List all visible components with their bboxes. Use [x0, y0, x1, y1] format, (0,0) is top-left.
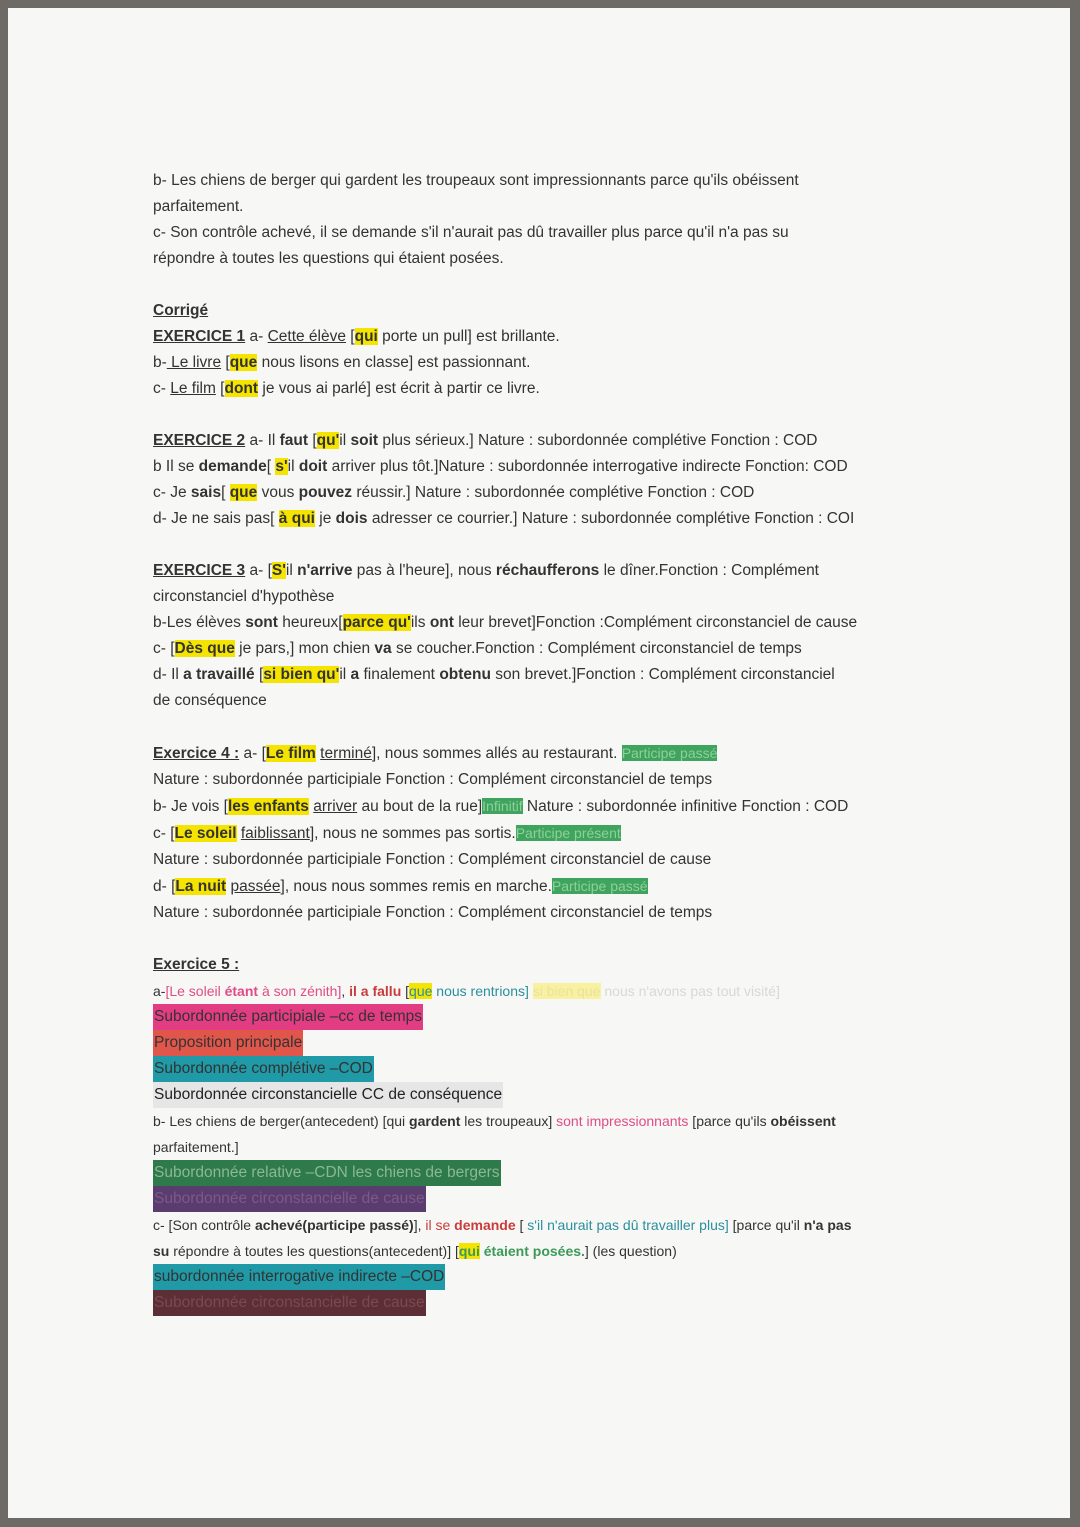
ex2-line-c: c- Je sais[ que vous pouvez réussir.] Nature : subordonnée complétive Fonction : COD [153, 484, 755, 501]
ex5-line-a: a-[Le soleil étant à son zénith], il a fallu [que nous rentrions] si bien que nous n'avons pas tout visité] [153, 983, 780, 999]
ex1-line-b: b- Le livre [que nous lisons en classe] est passionnant. [153, 354, 531, 371]
ex5-title: Exercice 5 : [153, 956, 240, 973]
ex3-line-a2: circonstanciel d'hypothèse [153, 588, 335, 605]
intro-line-c2: répondre à toutes les questions qui étaient posées. [153, 250, 504, 267]
ex5-line-b2: parfaitement.] [153, 1139, 239, 1155]
ex2-line-b: b Il se demande[ s'il doit arriver plus tôt.]Nature : subordonnée interrogative indirecte Fonction: COD [153, 458, 848, 475]
legend-a-principale: Proposition principale [153, 1030, 943, 1056]
legend-c-interrogative: subordonnée interrogative indirecte –COD [153, 1264, 943, 1290]
ex2-title: EXERCICE 2 [153, 432, 246, 449]
ex3-title: EXERCICE 3 [153, 562, 246, 579]
ex3-line-c: c- [Dès que je pars,] mon chien va se coucher.Fonction : Complément circonstanciel de temps [153, 640, 802, 657]
legend-b-relative: Subordonnée relative –CDN les chiens de bergers [153, 1160, 943, 1186]
legend-a-consequence: Subordonnée circonstancielle CC de conséquence [153, 1082, 943, 1108]
ex4-nature-c: Nature : subordonnée participiale Fonction : Complément circonstanciel de cause [153, 851, 712, 868]
ex4-line-d: d- [La nuit passée], nous nous sommes remis en marche.Participe passé [153, 878, 648, 895]
ex4-title: Exercice 4 : [153, 745, 240, 762]
ex4-line-c: c- [Le soleil faiblissant], nous ne sommes pas sortis.Participe présent [153, 825, 621, 842]
intro-line-c1: c- Son contrôle achevé, il se demande s'il n'aurait pas dû travailler plus parce qu'il n'a pas su [153, 224, 789, 241]
legend-c-cause: Subordonnée circonstancielle de cause [153, 1290, 943, 1316]
corrige-heading: Corrigé [153, 302, 209, 319]
ex4-nature-a: Nature : subordonnée participiale Fonction : Complément circonstanciel de temps [153, 771, 713, 788]
paper-sheet [8, 8, 1070, 1518]
legend-a-completive: Subordonnée complétive –COD [153, 1056, 943, 1082]
ex5-line-c: c- [Son contrôle achevé(participe passé)], il se demande [ s'il n'aurait pas dû travailler plus] [parce qu'il n'a pas [153, 1217, 852, 1233]
tag-participe-present: Participe présent [515, 825, 621, 841]
tag-participe-passe: Participe passé [621, 745, 718, 761]
tag-participe-passe-2: Participe passé [551, 878, 648, 894]
legend-b-cause: Subordonnée circonstancielle de cause [153, 1186, 943, 1212]
ex5-line-c2: su répondre à toutes les questions(antecedent)] [qui étaient posées.] (les question) [153, 1243, 677, 1259]
document-body [153, 168, 943, 1316]
ex3-line-d2: de conséquence [153, 692, 267, 709]
legend-a-participiale: Subordonnée participiale –cc de temps [153, 1004, 943, 1030]
ex1-line-c: c- Le film [dont je vous ai parlé] est écrit à partir ce livre. [153, 380, 540, 397]
ex5-line-b: b- Les chiens de berger(antecedent) [qui gardent les troupeaux] sont impressionnants [parce qu'ils obéissent [153, 1113, 836, 1129]
ex2-line-d: d- Je ne sais pas[ à qui je dois adresser ce courrier.] Nature : subordonnée complétive Fonction : COI [153, 510, 855, 527]
ex1-line-a: EXERCICE 1 a- Cette élève [qui porte un pull] est brillante. [153, 328, 560, 345]
ex3-line-a: EXERCICE 3 a- [S'il n'arrive pas à l'heure], nous réchaufferons le dîner.Fonction : Complément [153, 562, 819, 579]
intro-line-b1: b- Les chiens de berger qui gardent les troupeaux sont impressionnants parce qu'ils obéissent [153, 172, 799, 189]
ex4-nature-d: Nature : subordonnée participiale Fonction : Complément circonstanciel de temps [153, 904, 713, 921]
ex4-line-b: b- Je vois [les enfants arriver au bout de la rue]Infinitif Nature : subordonnée infinitive Fonction : COD [153, 798, 849, 815]
ex3-line-d: d- Il a travaillé [si bien qu'il a finalement obtenu son brevet.]Fonction : Complément circonstanciel [153, 666, 835, 683]
ex3-line-b: b-Les élèves sont heureux[parce qu'ils ont leur brevet]Fonction :Complément circonstanciel de cause [153, 614, 858, 631]
ex2-line-a: EXERCICE 2 a- Il faut [qu'il soit plus sérieux.] Nature : subordonnée complétive Fonction : COD [153, 432, 818, 449]
intro-line-b2: parfaitement. [153, 198, 244, 215]
tag-infinitif: Infinitif [482, 798, 523, 814]
ex4-line-a: Exercice 4 : a- [Le film terminé], nous sommes allés au restaurant. Participe passé [153, 745, 718, 762]
ex1-title: EXERCICE 1 [153, 328, 246, 345]
